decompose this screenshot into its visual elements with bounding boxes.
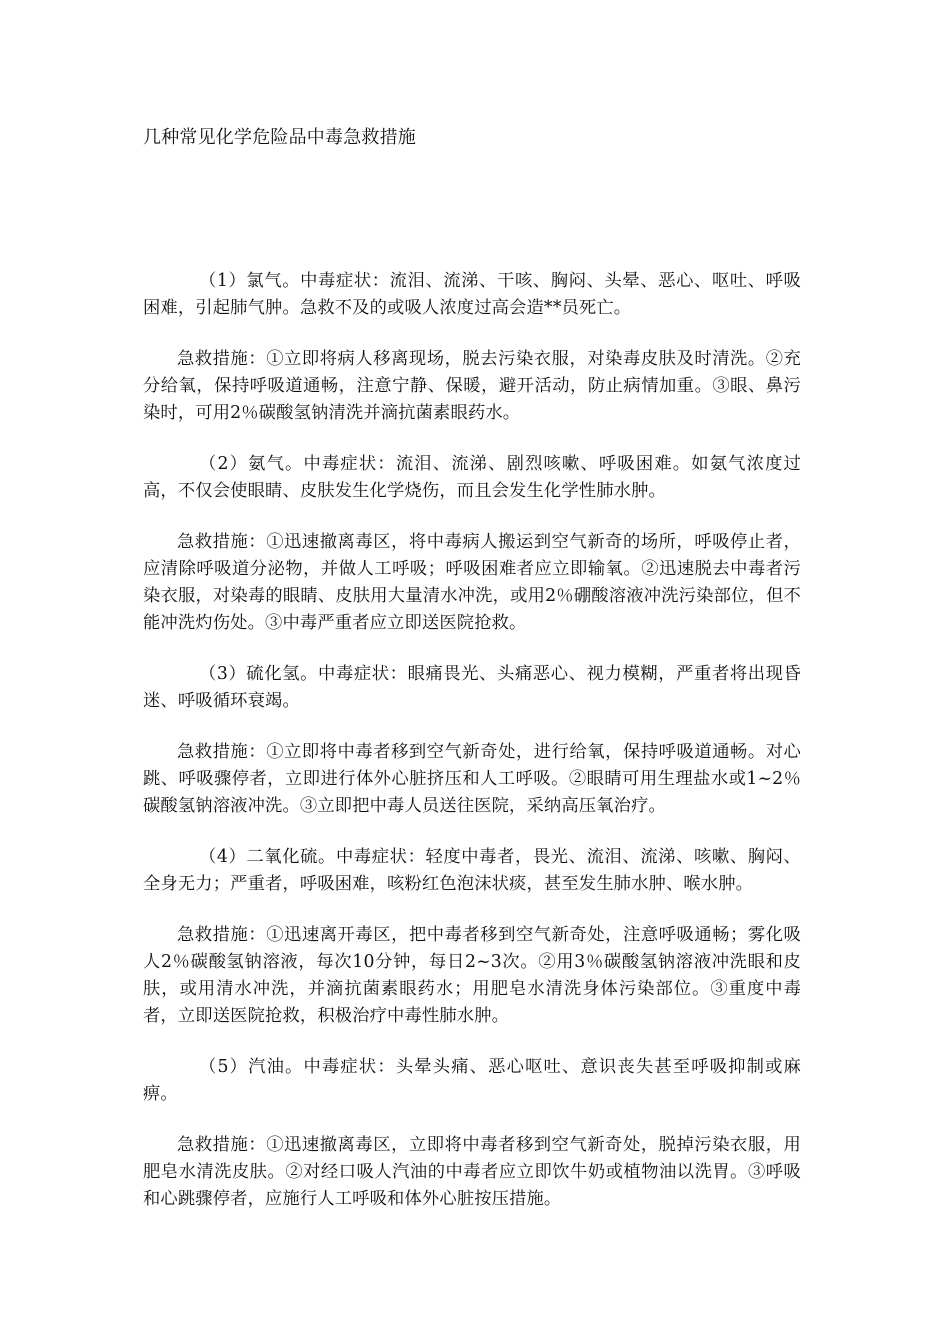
paragraph-hydrogen-sulfide-symptoms: （3）硫化氢。中毒症状：眼痛畏光、头痛恶心、视力模糊，严重者将出现昏迷、呼吸循环衰竭。 xyxy=(143,664,801,711)
paragraph-gasoline-symptoms: （5）汽油。中毒症状：头晕头痛、恶心呕吐、意识丧失甚至呼吸抑制或麻痹。 xyxy=(143,1057,801,1104)
document-title: 几种常见化学危险品中毒急救措施 xyxy=(143,127,416,148)
paragraph-sulfur-dioxide-symptoms: （4）二氧化硫。中毒症状：轻度中毒者，畏光、流泪、流涕、咳嗽、胸闷、全身无力；严重者，呼吸困难，咳粉红色泡沫状痰，甚至发生肺水肿、喉水肿。 xyxy=(143,847,801,894)
paragraph-chlorine-measures: 急救措施：①立即将病人移离现场，脱去污染衣服，对染毒皮肤及时清洗。②充分给氧，保持呼吸道通畅，注意宁静、保暖，避开活动，防止病情加重。③眼、鼻污染时，可用2％碳酸氢钠清洗并滴抗菌素眼药水。 xyxy=(143,349,801,423)
paragraph-gasoline-measures: 急救措施：①迅速撤离毒区，立即将中毒者移到空气新奇处，脱掉污染衣服，用肥皂水清洗皮肤。②对经口吸人汽油的中毒者应立即饮牛奶或植物油以洗胃。③呼吸和心跳骤停者，应施行人工呼吸和体外心脏按压措施。 xyxy=(143,1135,801,1209)
paragraph-chlorine-symptoms: （1）氯气。中毒症状：流泪、流涕、干咳、胸闷、头晕、恶心、呕吐、呼吸困难，引起肺气肿。急救不及的或吸人浓度过高会造**员死亡。 xyxy=(143,271,801,318)
paragraph-sulfur-dioxide-measures: 急救措施：①迅速离开毒区，把中毒者移到空气新奇处，注意呼吸通畅；雾化吸人2％碳酸氢钠溶液，每次10分钟，每日2~3次。②用3％碳酸氢钠溶液冲洗眼和皮肤，或用清水冲洗，并滴抗菌素眼药水；用肥皂水清洗身体污染部位。③重度中毒者，立即送医院抢救，积极治疗中毒性肺水肿。 xyxy=(143,925,801,1026)
document-body xyxy=(143,268,801,1237)
paragraph-ammonia-measures: 急救措施：①迅速撤离毒区，将中毒病人搬运到空气新奇的场所，呼吸停止者，应清除呼吸道分泌物，并做人工呼吸；呼吸困难者应立即输氧。②迅速脱去中毒者污染衣服，对染毒的眼睛、皮肤用大量清水冲洗，或用2％硼酸溶液冲洗污染部位，但不能冲洗灼伤处。③中毒严重者应立即送医院抢救。 xyxy=(143,532,801,633)
paragraph-hydrogen-sulfide-measures: 急救措施：①立即将中毒者移到空气新奇处，进行给氧，保持呼吸道通畅。对心跳、呼吸骤停者，立即进行体外心脏挤压和人工呼吸。②眼睛可用生理盐水或1~2％碳酸氢钠溶液冲洗。③立即把中毒人员送往医院，采纳高压氧治疗。 xyxy=(143,742,801,816)
paragraph-ammonia-symptoms: （2）氨气。中毒症状：流泪、流涕、剧烈咳嗽、呼吸困难。如氨气浓度过高，不仅会使眼睛、皮肤发生化学烧伤，而且会发生化学性肺水肿。 xyxy=(143,454,801,501)
